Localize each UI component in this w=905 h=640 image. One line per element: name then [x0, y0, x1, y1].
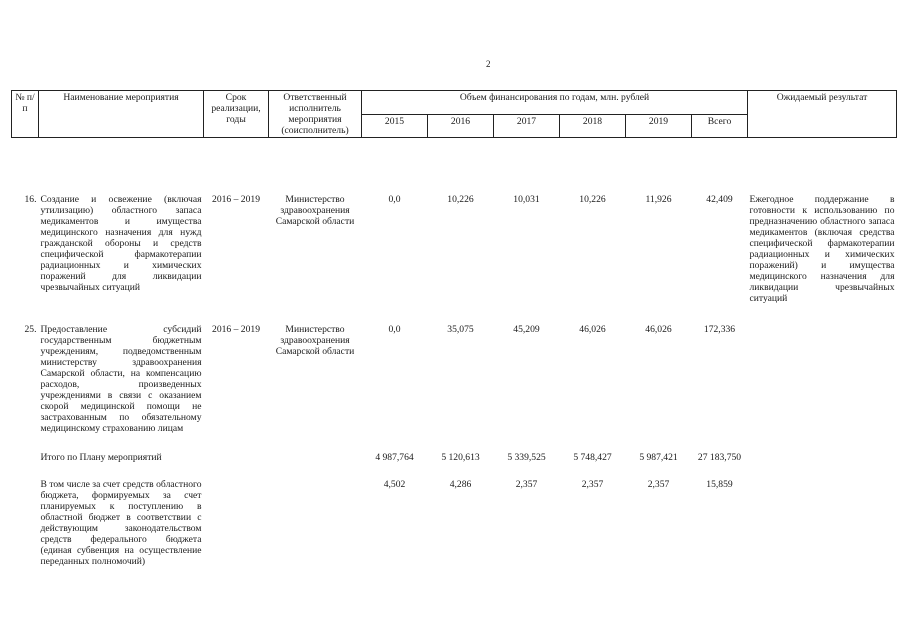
row-name: Создание и освежение (включая утилизацию) областного запаса медикаментов и имущества медицинского назначения для нужд гражданской обороны и средств специфической фармакотерапии радиационных и химических поражений для ликвидации чрезвычайных ситуаций	[40, 194, 202, 293]
row-period: 2016 – 2019	[212, 324, 260, 335]
row-value: 35,075	[447, 324, 474, 335]
total-value: 5 120,613	[441, 452, 480, 463]
including-row	[12, 479, 897, 567]
row-executor: Министерство здравоохранения Самарской области	[275, 194, 355, 227]
row-value: 11,926	[645, 194, 672, 205]
row-value: 0,0	[388, 194, 401, 205]
header-num: № п/п	[12, 91, 39, 138]
row-total: 42,409	[706, 194, 733, 205]
total-value: 5 987,421	[639, 452, 678, 463]
header-funding: Объем финансирования по годам, млн. рублей	[362, 91, 748, 115]
header-period: Срок реализации, годы	[204, 91, 269, 138]
row-number: 16.	[24, 194, 37, 205]
row-value: 10,031	[513, 194, 540, 205]
total-value: 4 987,764	[375, 452, 414, 463]
including-sum: 15,859	[706, 479, 733, 490]
including-value: 2,357	[515, 479, 538, 490]
row-value: 0,0	[388, 324, 401, 335]
row-value: 10,226	[579, 194, 606, 205]
header-year: 2018	[560, 114, 626, 138]
header-year: 2015	[362, 114, 428, 138]
total-label: Итого по Плану мероприятий	[40, 452, 162, 463]
header-executor: Ответственный исполнитель мероприятия (соисполнитель)	[269, 91, 362, 138]
row-value: 10,226	[447, 194, 474, 205]
row-period: 2016 – 2019	[212, 194, 260, 205]
total-value: 5 748,427	[573, 452, 612, 463]
row-total: 172,336	[703, 324, 736, 335]
row-result	[748, 324, 897, 434]
table-row	[12, 324, 897, 434]
header-row	[12, 91, 897, 115]
total-row	[12, 452, 897, 463]
header-name: Наименование мероприятия	[39, 91, 204, 138]
row-value: 45,209	[513, 324, 540, 335]
header-result: Ожидаемый результат	[748, 91, 897, 138]
including-value: 2,357	[647, 479, 670, 490]
funding-table	[11, 90, 897, 567]
table-row	[12, 194, 897, 304]
row-name: Предоставление субсидий государственным бюджетным учреждениям, подведомственным министерству здравоохранения Самарской области, на компенсацию расходов, произведенных учреждениями в связи с оказанием скорой медицинской помощи не застрахованным по обязательному медицинскому страхованию лицам	[40, 324, 202, 434]
row-value: 46,026	[645, 324, 672, 335]
header-year: 2017	[494, 114, 560, 138]
including-value: 4,286	[449, 479, 472, 490]
header-year: 2016	[428, 114, 494, 138]
total-sum: 27 183,750	[697, 452, 742, 463]
page-number: 2	[486, 59, 491, 69]
row-executor: Министерство здравоохранения Самарской области	[275, 324, 355, 357]
including-value: 2,357	[581, 479, 604, 490]
including-label: В том числе за счет средств областного бюджета, формируемых за счет планируемых к поступлению в областной бюджет в соответствии с действующим законодательством средств федерального бюджета (единая субвенция на осуществление переданных полномочий)	[40, 479, 202, 567]
total-value: 5 339,525	[507, 452, 546, 463]
header-total: Всего	[692, 114, 748, 138]
row-result: Ежегодное поддержание в готовности к использованию по предназначению областного запаса медикаментов (включая средства специфической фармакотерапии радиационных и химических поражений) и имущества медицинского назначения для ликвидации чрезвычайных ситуаций	[749, 194, 895, 304]
header-year: 2019	[626, 114, 692, 138]
row-number: 25.	[24, 324, 37, 335]
including-value: 4,502	[383, 479, 406, 490]
row-value: 46,026	[579, 324, 606, 335]
